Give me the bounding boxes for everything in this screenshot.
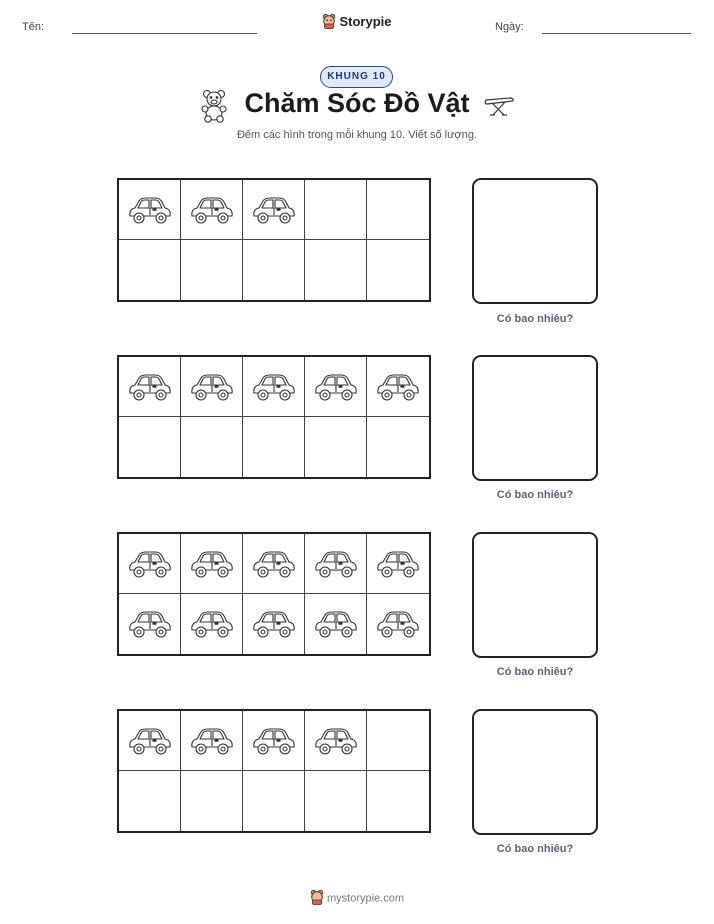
frame-cell xyxy=(305,771,367,831)
ten-frame-3 xyxy=(117,532,431,656)
answer-box-3[interactable] xyxy=(472,532,598,658)
frame-cell xyxy=(243,357,305,417)
frame-cell xyxy=(119,534,181,594)
car-icon xyxy=(251,608,297,640)
car-icon xyxy=(189,725,235,757)
frame-cell xyxy=(367,417,429,477)
count-question-3: Có bao nhiêu? xyxy=(496,666,574,678)
date-label: Ngày: xyxy=(495,21,524,33)
frame-cell xyxy=(305,357,367,417)
frame-cell xyxy=(119,240,181,300)
ironing-board-icon xyxy=(483,95,515,122)
frame-cell xyxy=(119,594,181,654)
car-icon xyxy=(251,371,297,403)
frame-cell xyxy=(119,417,181,477)
car-icon xyxy=(127,725,173,757)
frame-cell xyxy=(243,711,305,771)
ten-frame-1 xyxy=(117,178,431,302)
frame-cell xyxy=(367,594,429,654)
car-icon xyxy=(127,194,173,226)
page-title: Chăm Sóc Đồ Vật xyxy=(244,88,470,118)
car-icon xyxy=(127,608,173,640)
frame-cell xyxy=(367,771,429,831)
storypie-logo-icon xyxy=(322,13,336,32)
brand-name: Storypie xyxy=(339,13,392,29)
frame-cell xyxy=(243,534,305,594)
car-icon xyxy=(375,371,421,403)
frame-cell xyxy=(181,534,243,594)
car-icon xyxy=(189,548,235,580)
frame-cell xyxy=(367,180,429,240)
car-icon xyxy=(189,371,235,403)
car-icon xyxy=(189,194,235,226)
frame-cell xyxy=(367,240,429,300)
frame-cell xyxy=(119,357,181,417)
date-line[interactable] xyxy=(542,33,691,34)
answer-box-2[interactable] xyxy=(472,355,598,481)
car-icon xyxy=(251,548,297,580)
car-icon xyxy=(189,608,235,640)
frame-cell xyxy=(119,180,181,240)
count-question-1: Có bao nhiêu? xyxy=(496,313,574,325)
frame-cell xyxy=(181,711,243,771)
footer-url: mystorypie.com xyxy=(326,892,405,905)
frame-cell xyxy=(305,711,367,771)
car-icon xyxy=(313,371,359,403)
frame-cell xyxy=(243,180,305,240)
frame-cell xyxy=(181,357,243,417)
car-icon xyxy=(313,548,359,580)
footer xyxy=(0,889,714,908)
frame-cell xyxy=(367,357,429,417)
count-question-2: Có bao nhiêu? xyxy=(496,489,574,501)
frame-cell xyxy=(243,771,305,831)
car-icon xyxy=(251,725,297,757)
frame-cell xyxy=(181,417,243,477)
frame-cell xyxy=(181,771,243,831)
car-icon xyxy=(251,194,297,226)
car-icon xyxy=(127,548,173,580)
frame-cell xyxy=(243,417,305,477)
car-icon xyxy=(127,371,173,403)
count-question-4: Có bao nhiêu? xyxy=(496,843,574,855)
worksheet-badge: KHUNG 10 xyxy=(320,66,393,88)
car-icon xyxy=(375,608,421,640)
frame-cell xyxy=(181,180,243,240)
name-line[interactable] xyxy=(72,33,257,34)
frame-cell xyxy=(119,711,181,771)
brand xyxy=(0,13,714,32)
frame-cell xyxy=(243,240,305,300)
car-icon xyxy=(375,548,421,580)
ten-frame-4 xyxy=(117,709,431,833)
answer-box-1[interactable] xyxy=(472,178,598,304)
frame-cell xyxy=(367,534,429,594)
frame-cell xyxy=(181,594,243,654)
frame-cell xyxy=(305,594,367,654)
ten-frame-2 xyxy=(117,355,431,479)
frame-cell xyxy=(243,594,305,654)
frame-cell xyxy=(305,180,367,240)
frame-cell xyxy=(305,240,367,300)
car-icon xyxy=(313,608,359,640)
answer-box-4[interactable] xyxy=(472,709,598,835)
instructions: Đếm các hình trong mỗi khung 10. Viết số lượng. xyxy=(236,129,477,141)
car-icon xyxy=(313,725,359,757)
frame-cell xyxy=(181,240,243,300)
name-label: Tên: xyxy=(22,21,45,33)
frame-cell xyxy=(367,711,429,771)
frame-cell xyxy=(305,534,367,594)
frame-cell xyxy=(119,771,181,831)
storypie-footer-logo-icon xyxy=(310,889,324,908)
frame-cell xyxy=(305,417,367,477)
